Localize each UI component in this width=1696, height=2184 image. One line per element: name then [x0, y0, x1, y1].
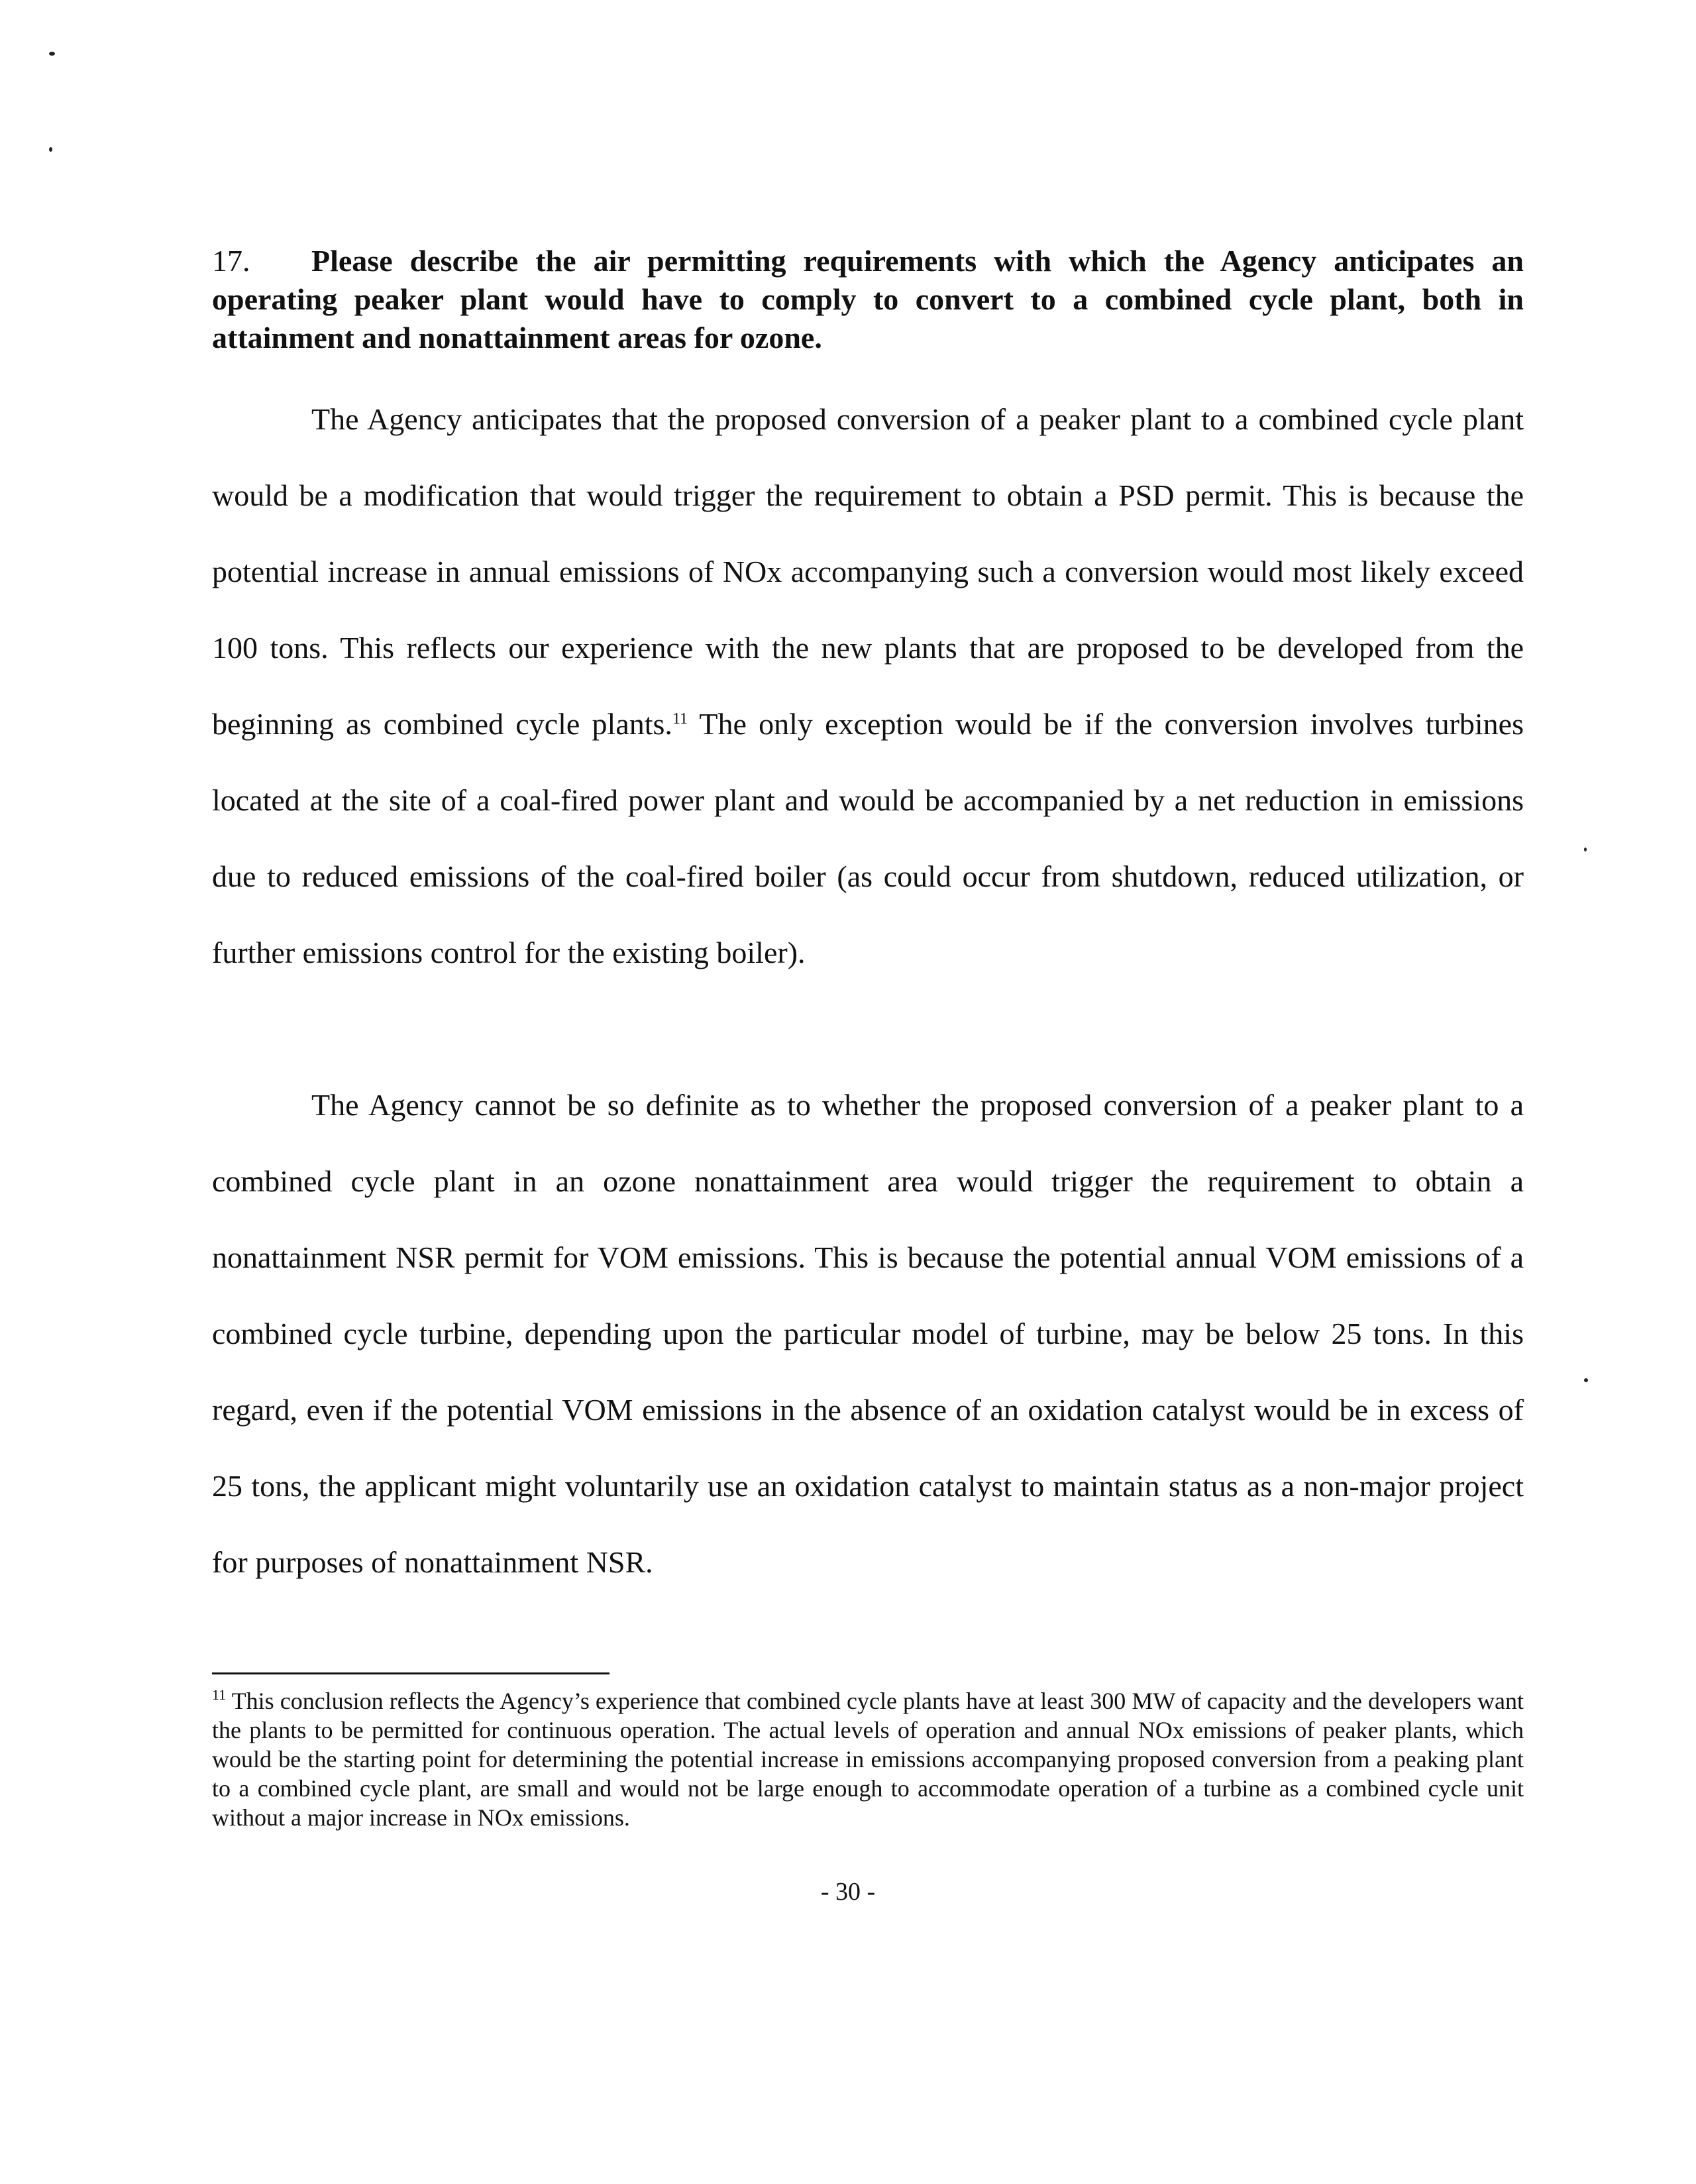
- page-number: - 30 -: [820, 1878, 876, 1906]
- footnote-reference: 11: [672, 710, 688, 728]
- footnote-marker: 11: [212, 1686, 227, 1703]
- footnote-separator: [212, 1672, 610, 1674]
- footnote-text: This conclusion reflects the Agency’s experience that combined cycle plants have at least 300 MW of capacity and the developers want the plants to be permitted for continuous operation. The actual levels of operation and annual NOx emissions of peaker plants, which would be the starting point for determining the potential increase in emissions accompanying proposed conversion from a peaking plant to a combined cycle plant, are small and would not be large enough to accommodate operation of a turbine as a combined cycle unit without a major increase in NOx emissions.: [212, 1688, 1524, 1831]
- answer-paragraph-1: [212, 381, 1524, 991]
- answer-paragraph-1-text: The Agency anticipates that the proposed conversion of a peaker plant to a combined cycle plant would be a modification that would trigger the requirement to obtain a PSD permit. This is because the potential increase in annual emissions of NOx accompanying such a conversion would most likely exceed 100 tons. This reflects our experience with the new plants that are proposed to be developed from the beginning as combined cycle plants.: [212, 402, 1524, 741]
- scan-speck: [1584, 1378, 1588, 1382]
- question-text: Please describe the air permitting requirements with which the Agency anticipates an operating peaker plant would have to comply to convert to a combined cycle plant, both in attainment and nonattainment areas for ozone.: [212, 244, 1524, 355]
- scan-speck: [49, 147, 52, 152]
- answer-paragraph-1-continuation: The only exception would be if the conversion involves turbines located at the site of a coal-fired power plant and would be accompanied by a net reduction in emissions due to reduced emissions of the coal-fired boiler (as could occur from shutdown, reduced utilization, or further emissions control for the existing boiler).: [212, 707, 1524, 969]
- answer-paragraph-2: The Agency cannot be so definite as to whether the proposed conversion of a peaker plant to a combined cycle plant in an ozone nonattainment area would trigger the requirement to obtain a nonattainment NSR permit for VOM emissions. This is because the potential annual VOM emissions of a combined cycle turbine, depending upon the particular model of turbine, may be below 25 tons. In this regard, even if the potential VOM emissions in the absence of an oxidation catalyst would be in excess of 25 tons, the applicant might voluntarily use an oxidation catalyst to maintain status as a non-major project for purposes of nonattainment NSR.: [212, 1088, 1524, 1579]
- question-number: 17.: [212, 244, 250, 278]
- scan-speck: [1584, 847, 1587, 851]
- footnote-11: [212, 1686, 1524, 1832]
- question-17: [212, 242, 1524, 357]
- scan-speck: [49, 52, 55, 56]
